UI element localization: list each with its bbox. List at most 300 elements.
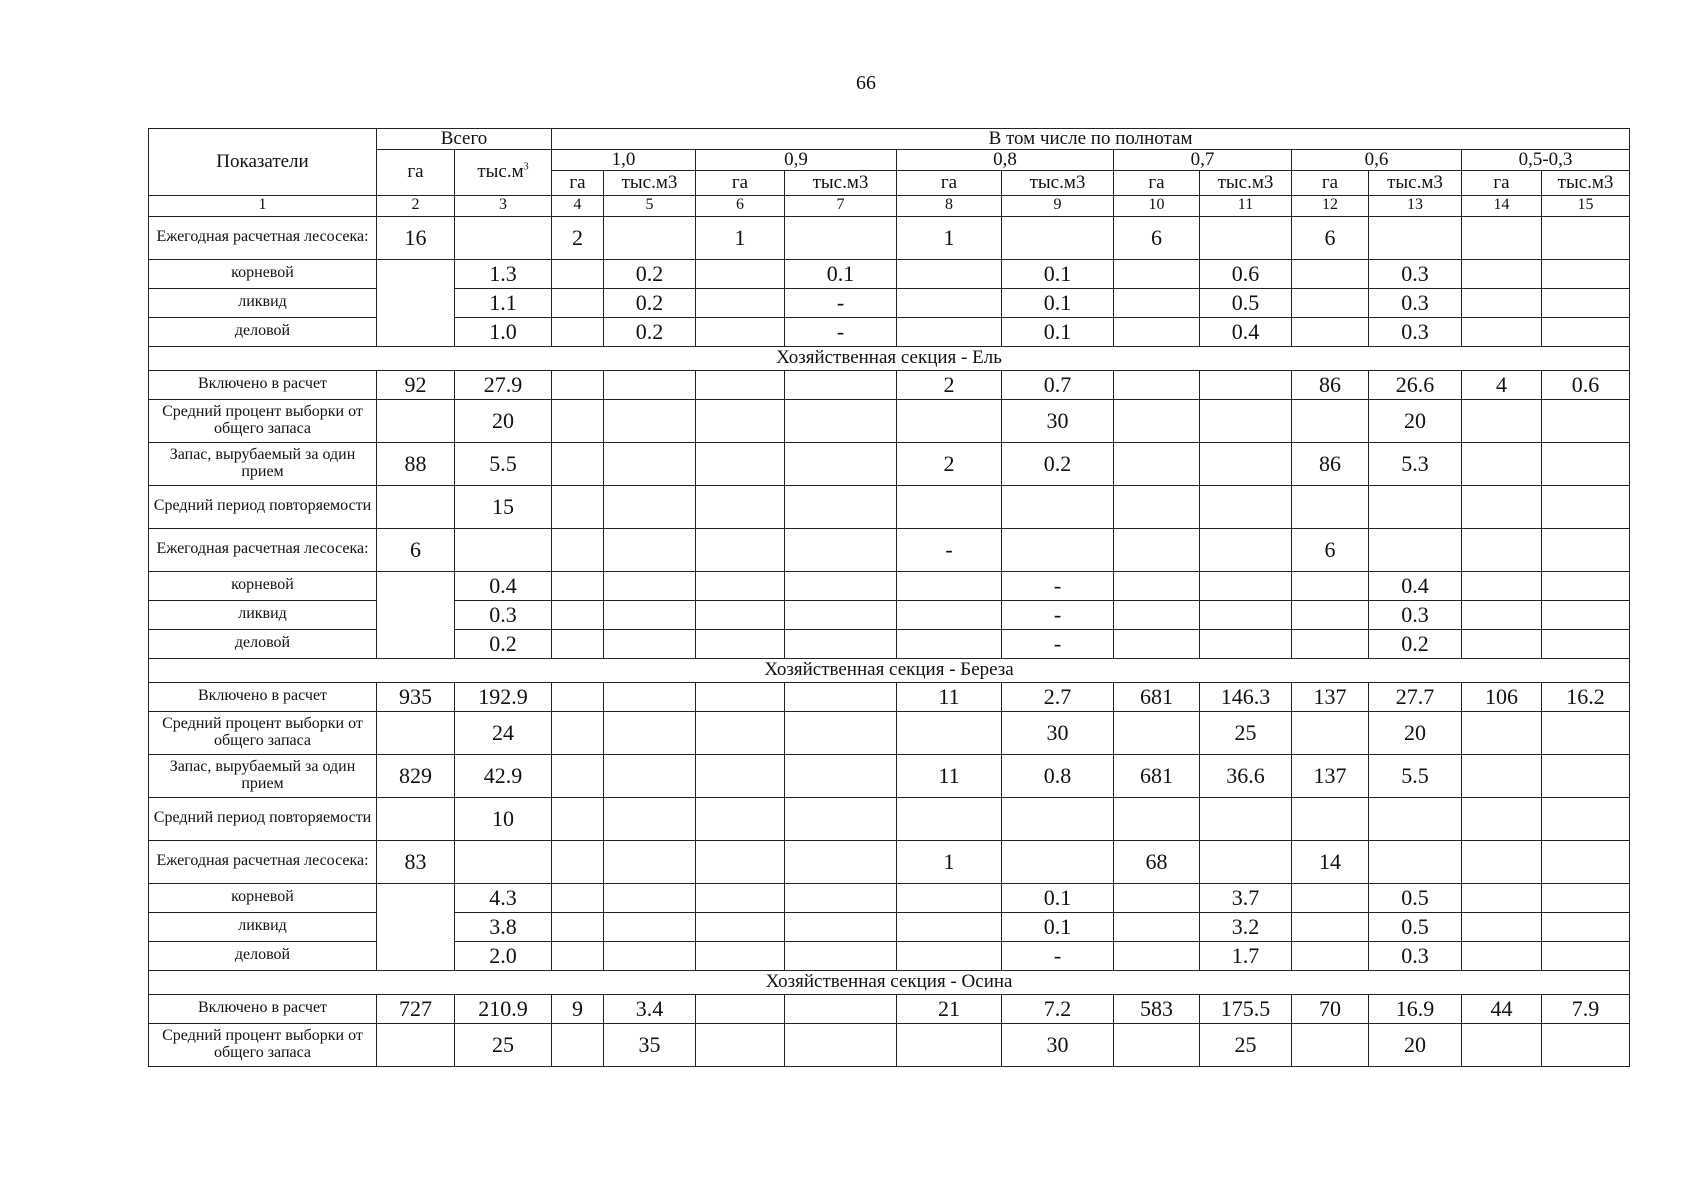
table-cell: [604, 399, 696, 442]
row-label: Включено в расчет: [149, 370, 377, 399]
table-cell: 6: [377, 528, 455, 571]
table-cell: [696, 317, 785, 346]
table-cell: [455, 216, 552, 259]
table-cell: [1200, 399, 1292, 442]
table-cell: [785, 216, 897, 259]
table-cell: [1462, 912, 1542, 941]
table-cell: [1462, 629, 1542, 658]
table-cell: [604, 528, 696, 571]
table-cell: 0.6: [1200, 259, 1292, 288]
m3-base: тыс.м: [477, 161, 524, 183]
table-cell: [1200, 571, 1292, 600]
table-cell: [1542, 797, 1630, 840]
column-number: 12: [1292, 195, 1369, 216]
table-row: [149, 485, 1630, 528]
table-cell: [696, 883, 785, 912]
row-label: корневой: [149, 259, 377, 288]
table-cell: 44: [1462, 994, 1542, 1023]
table-cell: [897, 941, 1002, 970]
table-cell: 0.5: [1369, 912, 1462, 941]
table-cell: 83: [377, 840, 455, 883]
row-label: Средний период повторяемости: [149, 485, 377, 528]
table-cell: [1542, 883, 1630, 912]
density-1-0: 1,0: [552, 149, 696, 170]
table-cell: 20: [1369, 399, 1462, 442]
table-cell: [785, 528, 897, 571]
table-cell: 24: [455, 711, 552, 754]
table-cell: 0.7: [1002, 370, 1114, 399]
table-cell: 681: [1114, 754, 1200, 797]
row-label: деловой: [149, 317, 377, 346]
table-cell: [1369, 216, 1462, 259]
table-cell: [897, 288, 1002, 317]
table-cell: 0.1: [1002, 883, 1114, 912]
table-cell: [552, 571, 604, 600]
table-cell: [1369, 840, 1462, 883]
table-cell: [552, 485, 604, 528]
table-cell: 3.2: [1200, 912, 1292, 941]
table-cell: [1114, 259, 1200, 288]
unit-m3: тыс.м3: [1369, 170, 1462, 195]
row-label: Средний период повторяемости: [149, 797, 377, 840]
table-row: [149, 629, 1630, 658]
table-cell: 0.3: [1369, 259, 1462, 288]
table-cell: 36.6: [1200, 754, 1292, 797]
table-cell: 829: [377, 754, 455, 797]
table-cell: 25: [1200, 1023, 1292, 1066]
table-cell: [1462, 797, 1542, 840]
table-cell: 583: [1114, 994, 1200, 1023]
table-cell: [1114, 317, 1200, 346]
table-cell: [785, 370, 897, 399]
table-row: [149, 370, 1630, 399]
row-label: Ежегодная расчетная лесосека:: [149, 840, 377, 883]
row-label: деловой: [149, 629, 377, 658]
table-cell: [552, 840, 604, 883]
table-cell: [1002, 840, 1114, 883]
table-cell: [1002, 797, 1114, 840]
table-cell: [1462, 571, 1542, 600]
column-number: 10: [1114, 195, 1200, 216]
table-cell: [1462, 883, 1542, 912]
table-cell: [1542, 571, 1630, 600]
table-cell: 0.2: [1002, 442, 1114, 485]
table-cell: [1292, 912, 1369, 941]
table-cell: [785, 711, 897, 754]
table-cell: [696, 528, 785, 571]
unit-m3: тыс.м3: [785, 170, 897, 195]
table-cell: 6: [1114, 216, 1200, 259]
table-cell: [552, 1023, 604, 1066]
table-cell: [696, 600, 785, 629]
table-cell: [1114, 797, 1200, 840]
table-body: [149, 129, 1630, 1067]
table-cell: [696, 485, 785, 528]
table-cell: [1292, 485, 1369, 528]
table-cell: 70: [1292, 994, 1369, 1023]
table-cell: 9: [552, 994, 604, 1023]
table-cell: [897, 571, 1002, 600]
table-row: [149, 528, 1630, 571]
column-number: 15: [1542, 195, 1630, 216]
header-total: Всего: [377, 129, 552, 150]
column-number: 14: [1462, 195, 1542, 216]
table-cell: [552, 288, 604, 317]
table-cell: -: [1002, 571, 1114, 600]
table-cell: -: [897, 528, 1002, 571]
header-by-density: В том числе по полнотам: [552, 129, 1630, 150]
table-cell: [1002, 485, 1114, 528]
table-cell: [1114, 288, 1200, 317]
table-cell: [696, 941, 785, 970]
row-label: Средний процент выборки от общего запаса: [149, 711, 377, 754]
table-cell: -: [1002, 629, 1114, 658]
table-cell: [1542, 840, 1630, 883]
table-cell: 3.8: [455, 912, 552, 941]
header-indicators: Показатели: [149, 129, 377, 196]
table-cell: 106: [1462, 682, 1542, 711]
table-cell: [897, 1023, 1002, 1066]
density-0-6: 0,6: [1292, 149, 1462, 170]
row-label: Средний процент выборки от общего запаса: [149, 399, 377, 442]
section-row: [149, 658, 1630, 682]
table-cell: [604, 711, 696, 754]
table-cell: [1462, 600, 1542, 629]
row-label: Запас, вырубаемый за один прием: [149, 754, 377, 797]
table-cell: 3.7: [1200, 883, 1292, 912]
table-cell: 0.2: [1369, 629, 1462, 658]
table-cell: 26.6: [1369, 370, 1462, 399]
table-row: [149, 259, 1630, 288]
table-cell: [1542, 442, 1630, 485]
table-cell: [552, 528, 604, 571]
table-cell: [1462, 941, 1542, 970]
table-cell: 0.3: [1369, 600, 1462, 629]
table-cell: [1292, 883, 1369, 912]
row-label: Ежегодная расчетная лесосека:: [149, 216, 377, 259]
table-cell: 681: [1114, 682, 1200, 711]
table-cell: [785, 442, 897, 485]
table-cell: [1542, 288, 1630, 317]
table-cell: [377, 399, 455, 442]
table-cell: [785, 883, 897, 912]
table-cell: [552, 629, 604, 658]
table-cell: [696, 1023, 785, 1066]
unit-ha: га: [1292, 170, 1369, 195]
table-cell: 10: [455, 797, 552, 840]
table-cell: [1369, 485, 1462, 528]
table-cell: [377, 797, 455, 840]
table-cell: [1200, 629, 1292, 658]
table-cell: [1542, 711, 1630, 754]
table-cell: [696, 399, 785, 442]
table-cell: [1114, 629, 1200, 658]
table-cell: [604, 754, 696, 797]
table-cell: 0.1: [785, 259, 897, 288]
table-cell: [1542, 485, 1630, 528]
table-cell: 0.2: [455, 629, 552, 658]
table-cell: [1114, 711, 1200, 754]
table-cell: [785, 797, 897, 840]
table-cell: 175.5: [1200, 994, 1292, 1023]
table-cell: 27.7: [1369, 682, 1462, 711]
section-title: Хозяйственная секция - Береза: [149, 658, 1630, 682]
table-cell: [897, 259, 1002, 288]
density-0-5-0-3: 0,5-0,3: [1462, 149, 1630, 170]
row-label: ликвид: [149, 288, 377, 317]
table-cell: 137: [1292, 754, 1369, 797]
table-cell: 210.9: [455, 994, 552, 1023]
table-cell: [1369, 528, 1462, 571]
table-cell: 20: [455, 399, 552, 442]
column-number: 8: [897, 195, 1002, 216]
table-cell: [1200, 442, 1292, 485]
table-row: [149, 797, 1630, 840]
table-cell: -: [1002, 941, 1114, 970]
table-cell: [1200, 600, 1292, 629]
table-cell: [897, 600, 1002, 629]
unit-ha: га: [897, 170, 1002, 195]
table-cell: 0.5: [1200, 288, 1292, 317]
table-cell: [604, 883, 696, 912]
table-cell: 6: [1292, 528, 1369, 571]
table-cell: [552, 711, 604, 754]
table-cell: [696, 912, 785, 941]
section-title: Хозяйственная секция - Осина: [149, 970, 1630, 994]
table-cell: [377, 1023, 455, 1066]
table-cell: 16: [377, 216, 455, 259]
table-cell: 1.7: [1200, 941, 1292, 970]
unit-ha: га: [1462, 170, 1542, 195]
table-cell: 5.3: [1369, 442, 1462, 485]
table-cell: 0.8: [1002, 754, 1114, 797]
column-number: 5: [604, 195, 696, 216]
table-cell: 0.3: [455, 600, 552, 629]
section-title: Хозяйственная секция - Ель: [149, 346, 1630, 370]
table-cell: 0.1: [1002, 259, 1114, 288]
table-cell: 2: [897, 370, 1002, 399]
column-numbers-row: [149, 195, 1630, 216]
table-cell: [785, 840, 897, 883]
table-cell: [1292, 399, 1369, 442]
table-cell: 2: [897, 442, 1002, 485]
row-label: корневой: [149, 883, 377, 912]
table-row: [149, 399, 1630, 442]
column-number: 9: [1002, 195, 1114, 216]
row-label: Запас, вырубаемый за один прием: [149, 442, 377, 485]
table-cell: 11: [897, 754, 1002, 797]
row-label: ликвид: [149, 912, 377, 941]
table-cell: [696, 629, 785, 658]
table-cell: 30: [1002, 1023, 1114, 1066]
table-cell: 0.5: [1369, 883, 1462, 912]
table-cell: [1114, 600, 1200, 629]
section-row: [149, 346, 1630, 370]
column-number: 2: [377, 195, 455, 216]
unit-m3: тыс.м3: [604, 170, 696, 195]
table-cell: 16.9: [1369, 994, 1462, 1023]
table-cell: [552, 941, 604, 970]
table-cell: 30: [1002, 399, 1114, 442]
table-cell: 25: [455, 1023, 552, 1066]
table-row: [149, 600, 1630, 629]
header-total-ha: га: [377, 149, 455, 195]
header-row-1: [149, 129, 1630, 150]
table-cell: [552, 399, 604, 442]
table-cell: [1200, 485, 1292, 528]
table-row: [149, 994, 1630, 1023]
table-cell: [1542, 912, 1630, 941]
table-cell: [1542, 216, 1630, 259]
table-cell: 3.4: [604, 994, 696, 1023]
table-cell: 0.4: [455, 571, 552, 600]
table-row: [149, 754, 1630, 797]
table-cell: 86: [1292, 442, 1369, 485]
table-cell: [696, 288, 785, 317]
table-cell: [1542, 528, 1630, 571]
column-number: 6: [696, 195, 785, 216]
table-cell: 11: [897, 682, 1002, 711]
table-cell: 4: [1462, 370, 1542, 399]
table-cell: [455, 840, 552, 883]
table-cell: [604, 629, 696, 658]
table-cell: [1292, 259, 1369, 288]
table-cell: [1292, 1023, 1369, 1066]
table-row: [149, 317, 1630, 346]
table-cell: [1462, 711, 1542, 754]
table-cell: [552, 912, 604, 941]
table-cell: [1114, 485, 1200, 528]
table-cell: 35: [604, 1023, 696, 1066]
table-cell: 20: [1369, 1023, 1462, 1066]
table-cell: [552, 797, 604, 840]
column-number: 4: [552, 195, 604, 216]
column-number: 7: [785, 195, 897, 216]
unit-m3: тыс.м3: [1542, 170, 1630, 195]
table-cell: [552, 442, 604, 485]
table-cell: 25: [1200, 711, 1292, 754]
table-cell: 0.6: [1542, 370, 1630, 399]
table-cell: [604, 600, 696, 629]
page-number: 66: [856, 72, 876, 94]
table-cell: [785, 682, 897, 711]
table-cell: -: [785, 288, 897, 317]
table-cell: [1200, 840, 1292, 883]
table-cell: [1542, 941, 1630, 970]
table-cell: [696, 571, 785, 600]
table-cell: [1542, 259, 1630, 288]
table-cell: [1200, 370, 1292, 399]
table-cell: [1114, 941, 1200, 970]
table-cell: [1292, 711, 1369, 754]
table-cell: [1114, 883, 1200, 912]
table-cell: [897, 399, 1002, 442]
table-cell: 192.9: [455, 682, 552, 711]
table-cell: [785, 912, 897, 941]
table-cell: 137: [1292, 682, 1369, 711]
table-cell: [897, 912, 1002, 941]
table-cell: [1114, 370, 1200, 399]
table-cell: [604, 216, 696, 259]
table-cell: 5.5: [1369, 754, 1462, 797]
table-cell: [696, 994, 785, 1023]
table-row: [149, 941, 1630, 970]
table-row: [149, 288, 1630, 317]
unit-ha: га: [696, 170, 785, 195]
table-cell: [785, 754, 897, 797]
table-cell: [552, 754, 604, 797]
table-cell: [552, 682, 604, 711]
table-cell: 0.3: [1369, 317, 1462, 346]
table-cell: 0.4: [1369, 571, 1462, 600]
density-0-7: 0,7: [1114, 149, 1292, 170]
table-row: [149, 1023, 1630, 1066]
table-cell: [1542, 754, 1630, 797]
table-cell: [1462, 1023, 1542, 1066]
table-cell: [1292, 629, 1369, 658]
table-cell: [897, 797, 1002, 840]
table-cell: [897, 485, 1002, 528]
table-cell: 1.0: [455, 317, 552, 346]
table-cell: [1114, 1023, 1200, 1066]
table-cell: 727: [377, 994, 455, 1023]
table-cell: [1369, 797, 1462, 840]
table-cell: [604, 797, 696, 840]
table-cell: [897, 629, 1002, 658]
table-cell: 2.7: [1002, 682, 1114, 711]
table-cell: [696, 442, 785, 485]
table-cell: 30: [1002, 711, 1114, 754]
table-cell: [1542, 600, 1630, 629]
table-row: [149, 840, 1630, 883]
table-cell: [604, 571, 696, 600]
row-label: Включено в расчет: [149, 682, 377, 711]
table-row: [149, 442, 1630, 485]
table-cell: [696, 754, 785, 797]
table-row: [149, 571, 1630, 600]
table-cell: [1462, 317, 1542, 346]
table-cell: 0.2: [604, 317, 696, 346]
table-cell: 21: [897, 994, 1002, 1023]
table-cell: [604, 370, 696, 399]
table-cell: 0.1: [1002, 317, 1114, 346]
table-cell: [1114, 912, 1200, 941]
table-row: [149, 883, 1630, 912]
table-cell: [604, 442, 696, 485]
table-cell: [785, 399, 897, 442]
row-label: ликвид: [149, 600, 377, 629]
table-cell: 1: [897, 840, 1002, 883]
table-cell: [785, 629, 897, 658]
table-cell: [1542, 317, 1630, 346]
table-cell: [897, 317, 1002, 346]
table-cell: [1200, 216, 1292, 259]
table-cell: [1114, 399, 1200, 442]
column-number: 3: [455, 195, 552, 216]
table-cell: [1462, 528, 1542, 571]
table-cell: [455, 528, 552, 571]
section-row: [149, 970, 1630, 994]
table-cell: 5.5: [455, 442, 552, 485]
table-cell: 1: [897, 216, 1002, 259]
table-cell: [604, 912, 696, 941]
m3-exp: 3: [523, 162, 529, 174]
table-cell: 88: [377, 442, 455, 485]
table-cell: [1292, 288, 1369, 317]
table-cell: 935: [377, 682, 455, 711]
table-cell: 7.9: [1542, 994, 1630, 1023]
table-cell: 2: [552, 216, 604, 259]
